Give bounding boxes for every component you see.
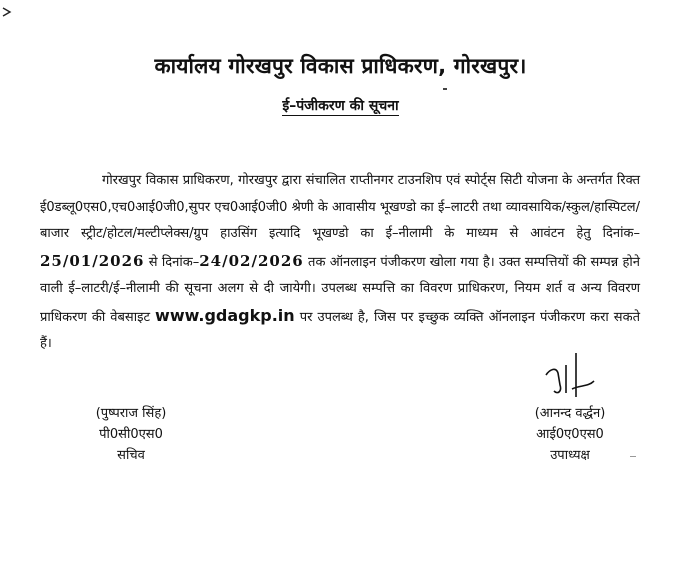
notice-subtitle-text: ई–पंजीकरण की सूचना	[282, 98, 399, 114]
notice-text-part1: गोरखपुर विकास प्राधिकरण, गोरखपुर द्वारा संचालित राप्तीनगर टाउनशिप एवं स्पोर्ट्स सिटी योजना के अन्तर्गत रिक्त ई0डब्लू0एस0,एच0आई0जी0,सुपर एच0आई0जी0 श्रेणी के आवासीय भूखण्डो का ई–लाटरी तथा व्यावसायिक/स्कुल/हास्पिटल/बाजार स्ट्रीट/होटल/मल्टीप्लेक्स/ग्रुप हाउसिंग इत्यादि भूखण्डो का ई–नीलामी के माध्यम से आवंटन हेतु दिनांक–	[40, 173, 640, 241]
notice-text-part2: से दिनांक–	[144, 254, 200, 270]
notice-subtitle	[0, 96, 681, 115]
signatory-left-service: पी0सी0एस0	[99, 427, 163, 442]
signatory-left-designation: सचिव	[117, 448, 145, 463]
scan-dash	[630, 456, 636, 457]
office-title: कार्यालय गोरखपुर विकास प्राधिकरण, गोरखपुर।	[154, 54, 527, 78]
date-to: 24/02/2026	[199, 251, 304, 270]
handwritten-signature	[536, 345, 606, 405]
date-from: 25/01/2026	[40, 251, 145, 270]
scan-speck	[443, 88, 447, 90]
signatory-left	[76, 403, 186, 466]
corner-tick-icon	[2, 6, 16, 18]
signatory-left-name: (पुष्पराज सिंह)	[95, 406, 167, 421]
signatory-right	[520, 403, 620, 466]
notice-text-part4: पर उपलब्ध है, जिस पर इच्छुक व्यक्ति ऑनलाइन पंजीकरण करा सकते हैं।	[40, 309, 640, 351]
signatory-right-name: (आनन्द वर्द्धन)	[534, 406, 606, 421]
signatory-right-designation: उपाध्यक्ष	[550, 448, 590, 463]
notice-text-part3: तक ऑनलाइन पंजीकरण खोला गया है। उक्त सम्पत्तियों की सम्पन्न होने वाली ई–लाटरी/ई–नीलामी की सूचना अलग से दी जायेगी। उपलब्ध सम्पत्ति का विवरण प्राधिकरण, नियम शर्त व अन्य विवरण प्राधिकरण की वेबसाइट	[40, 254, 641, 325]
website-link[interactable]: www.gdagkp.in	[155, 305, 295, 325]
notice-body	[40, 168, 640, 358]
signatory-right-service: आई0ए0एस0	[536, 427, 604, 442]
